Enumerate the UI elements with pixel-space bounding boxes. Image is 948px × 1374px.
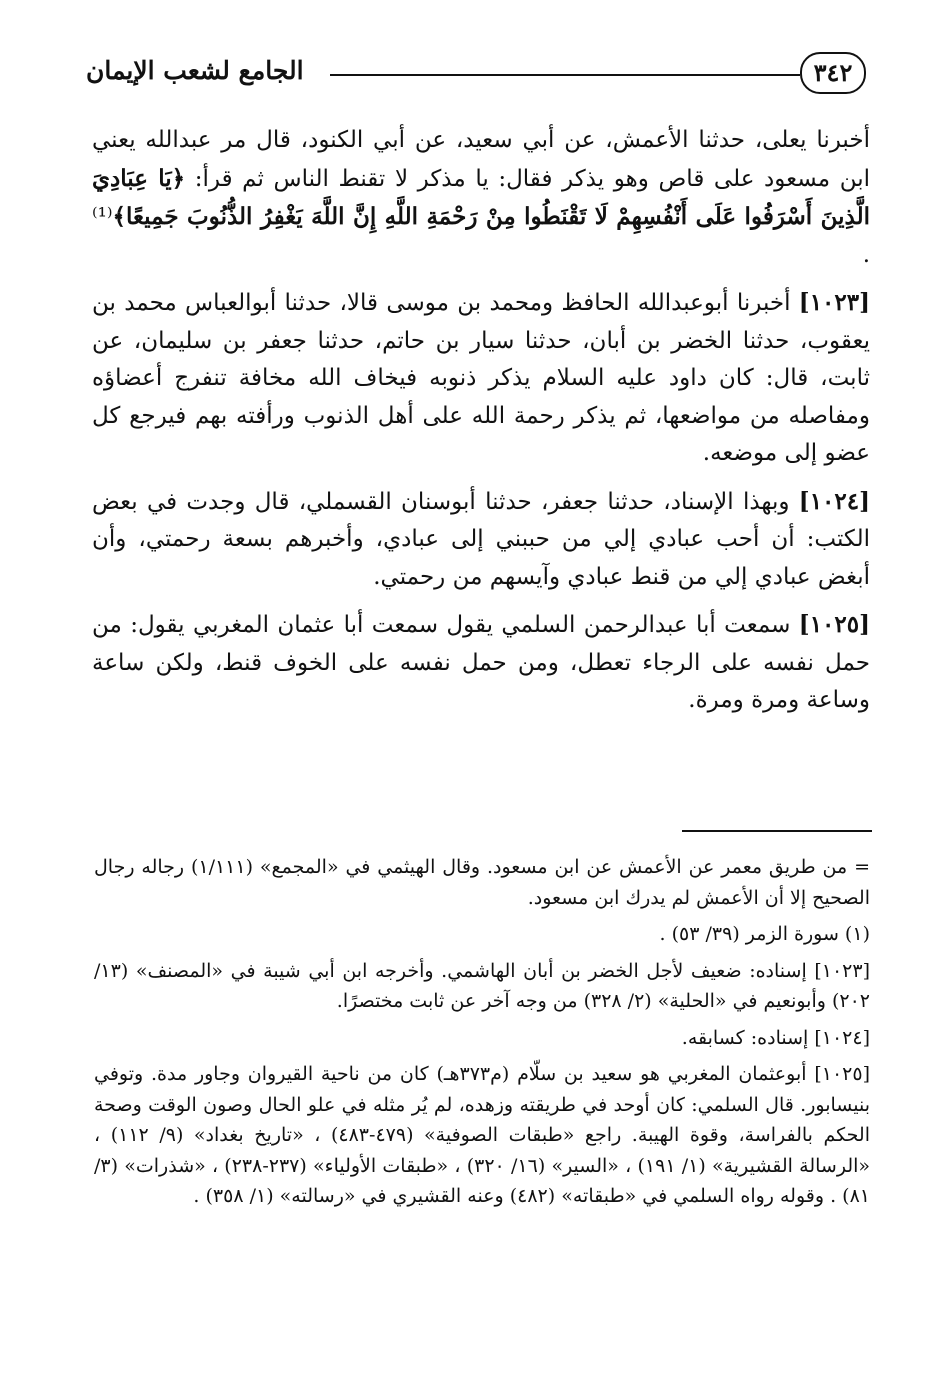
- hadith-text: وبهذا الإسناد، حدثنا جعفر، حدثنا أبوسنان القسملي، قال وجدت في بعض الكتب: أن أحب عبادي إلي من حببني إلى عبادي، وأخبرهم بسعة رحمتي، وأن أبغض عبادي إلي من قنط عبادي وآيسهم من رحمتي.: [92, 488, 870, 590]
- hadith-1024: [92, 483, 870, 597]
- footnote-1025: [١٠٢٥] أبوعثمان المغربي هو سعيد بن سلّام (م٣٧٣هـ) كان من ناحية القيروان وجاور مدة. وتوفي بنيسابور. قال السلمي: كان أوحد في طريقته وزهده، لم يُر مثله في علو الحال وصون الوقت وصحة الحكم بالفراسة، وقوة الهيبة. راجع «طبقات الصوفية» (٤٧٩-٤٨٣) ، «تاريخ بغداد» (٩/ ١١٢) ، «الرسالة القشيرية» (١/ ١٩١) ، «السير» (١٦/ ٣٢٠) ، «طبقات الأولياء» (٢٣٧-٢٣٨) ، «شذرات» (٣/ ٨١) . وقوله رواه السلمي في «طبقاته» (٤٨٢) وعنه القشيري في «رسالته» (١/ ٣٥٨) .: [94, 1063, 871, 1207]
- main-text: [92, 122, 870, 730]
- footnote-continuation: = من طريق معمر عن الأعمش عن ابن مسعود. وقال الهيثمي في «المجمع» (١/١١١) رجاله رجال الصحيح إلا أن الأعمش لم يدرك ابن مسعود.: [94, 856, 870, 909]
- quran-verse: ﴿يَا عِبَادِيَ الَّذِينَ أَسْرَفُوا عَلَى أَنْفُسِهِمْ لَا تَقْنَطُوا مِنْ رَحْمَةِ اللَّهِ إِنَّ اللَّهَ يَغْفِرُ الذُّنُوبَ جَمِيعًا﴾: [92, 164, 870, 230]
- paragraph-text: أخبرنا يعلى، حدثنا الأعمش، عن أبي سعيد، عن أبي الكنود، قال مر عبدالله يعني ابن مسعود على قاص وهو يذكر فقال: يا مذكر لا تقنط الناس ثم قرأ:: [92, 127, 871, 192]
- footnote-1023: [١٠٢٣] إسناده: ضعيف لأجل الخضر بن أبان الهاشمي. وأخرجه ابن أبي شيبة في «المصنف» (١٣/ ٢٠٢) وأبونعيم في «الحلية» (٢/ ٣٢٨) من وجه آخر عن ثابت مختصرًا.: [94, 959, 870, 1012]
- page-header: [86, 52, 866, 102]
- hadith-text: أخبرنا أبوعبدالله الحافظ ومحمد بن موسى قالا، حدثنا أبوالعباس محمد بن يعقوب، حدثنا الخضر بن أبان، حدثنا سيار بن حاتم، حدثنا جعفر بن سليمان، عن ثابت، قال: كان داود عليه السلام يذكر ذنوبه فيخاف الله مخافة تنفرج أعضاؤه ومفاصله من مواضعها، ثم يذكر رحمة الله على أهل الذنوب ورأفته بهم فيرجع كل عضو إلى موضعه.: [92, 290, 870, 466]
- hadith-number: [١٠٢٣]: [798, 289, 870, 316]
- footnote-ref: ⁽¹⁾ .: [92, 204, 870, 268]
- paragraph-continuation: [92, 122, 870, 274]
- hadith-text: سمعت أبا عبدالرحمن السلمي يقول سمعت أبا عثمان المغربي يقول: من حمل نفسه على الرجاء تعطل، ومن حمل نفسه على الخوف قنط، ولكن ساعة وساعة ومرة ومرة.: [92, 612, 870, 713]
- footnote-separator: [682, 830, 872, 832]
- hadith-number: [١٠٢٥]: [798, 611, 870, 638]
- header-rule: [330, 74, 800, 76]
- hadith-1025: [92, 606, 870, 720]
- hadith-1023: [92, 284, 870, 473]
- book-title: الجامع لشعب الإيمان: [86, 56, 304, 85]
- hadith-number: [١٠٢٤]: [798, 487, 870, 515]
- footnotes: [94, 852, 870, 1218]
- footnote-1: (١) سورة الزمر (٣٩/ ٥٣) .: [659, 923, 870, 945]
- footnote-1024: [١٠٢٤] إسناده: كسابقه.: [681, 1026, 870, 1049]
- page-number: ٣٤٢: [800, 52, 866, 94]
